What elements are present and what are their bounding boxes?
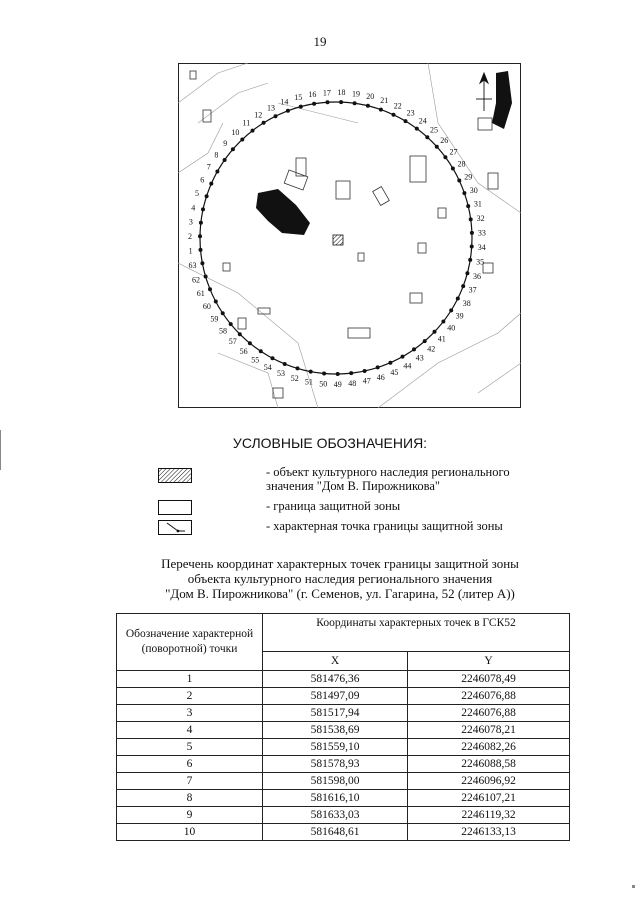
- point-label: 30: [469, 185, 478, 195]
- point-label: 62: [192, 275, 200, 285]
- boundary-point: [240, 138, 244, 142]
- cell-x: 581538,69: [263, 722, 408, 739]
- point-label: 27: [449, 147, 458, 157]
- cell-x: 581633,03: [263, 807, 408, 824]
- point-label: 13: [267, 103, 275, 113]
- point-label: 55: [251, 355, 260, 365]
- cell-y: 2246082,26: [408, 739, 570, 756]
- boundary-point: [229, 322, 233, 326]
- boundary-point: [461, 284, 465, 288]
- point-label: 26: [440, 136, 449, 145]
- boundary-point: [457, 179, 461, 183]
- header-y: Y: [408, 651, 570, 670]
- scan-dot: [632, 885, 635, 888]
- cell-x: 581648,61: [263, 824, 408, 841]
- boundary-point: [296, 366, 300, 370]
- point-label: 60: [202, 302, 211, 312]
- boundary-point: [309, 370, 313, 374]
- map-buildings: [190, 71, 498, 398]
- boundary-point: [198, 234, 202, 238]
- point-label: 9: [223, 138, 228, 148]
- point-label: 11: [242, 118, 251, 128]
- list-title-line-3: "Дом В. Пирожникова" (г. Семенов, ул. Гагарина, 52 (литер А)): [165, 586, 515, 601]
- boundary-point: [363, 369, 367, 373]
- point-label: 4: [191, 203, 196, 213]
- point-label: 8: [214, 150, 219, 160]
- table-row: [117, 671, 570, 688]
- boundary-point: [231, 147, 235, 151]
- boundary-point: [209, 182, 213, 186]
- boundary-point: [299, 105, 303, 109]
- boundary-point: [204, 275, 208, 279]
- boundary-point: [208, 287, 212, 291]
- boundary-point: [433, 330, 437, 334]
- legend-title: УСЛОВНЫЕ ОБОЗНАЧЕНИЯ:: [232, 435, 428, 451]
- cell-point: 10: [117, 824, 263, 841]
- boundary-point: [251, 129, 255, 133]
- point-label: 54: [263, 363, 272, 373]
- boundary-point: [223, 158, 227, 162]
- map-drawing: [178, 63, 521, 408]
- boundary-point: [449, 308, 453, 312]
- boundary-point: [238, 332, 242, 336]
- boundary-point: [283, 362, 287, 366]
- point-label: 49: [333, 380, 342, 389]
- boundary-point: [425, 135, 429, 139]
- cell-point: 9: [117, 807, 263, 824]
- list-title-line-1: Перечень координат характерных точек границы защитной зоны: [161, 556, 519, 571]
- boundary-point: [379, 108, 383, 112]
- point-label: 46: [376, 373, 385, 382]
- boundary-point: [415, 127, 419, 131]
- table-row: [117, 688, 570, 705]
- table-row: [117, 739, 570, 756]
- cell-point: 7: [117, 773, 263, 790]
- coordinates-table: [116, 613, 570, 841]
- legend-text-characteristic-point: - характерная точка границы защитной зоны: [266, 519, 503, 533]
- boundary-point: [392, 113, 396, 117]
- point-label: 29: [464, 172, 473, 182]
- point-label: 33: [477, 228, 486, 238]
- table-row: [117, 705, 570, 722]
- boundary-point: [336, 372, 340, 376]
- characteristic-point-icon: [158, 520, 192, 535]
- point-label: 51: [304, 377, 313, 387]
- point-label: 37: [468, 285, 477, 295]
- cell-x: 581559,10: [263, 739, 408, 756]
- boundary-point: [271, 356, 275, 360]
- table-row: [117, 790, 570, 807]
- point-label: 23: [406, 108, 415, 118]
- boundary-point: [470, 245, 474, 249]
- boundary-point: [259, 349, 263, 353]
- boundary-point: [441, 320, 445, 324]
- boundary-point: [435, 145, 439, 149]
- point-label: 45: [390, 367, 399, 377]
- site-map: [178, 63, 521, 408]
- table-row: [117, 824, 570, 841]
- boundary-point: [221, 311, 225, 315]
- cell-y: 2246107,21: [408, 790, 570, 807]
- cell-y: 2246078,21: [408, 722, 570, 739]
- point-label: 5: [195, 189, 199, 199]
- point-label: 24: [418, 116, 427, 126]
- cell-point: 3: [117, 705, 263, 722]
- point-label: 10: [231, 128, 240, 138]
- boundary-point: [412, 347, 416, 351]
- cell-x: 581616,10: [263, 790, 408, 807]
- cell-x: 581476,36: [263, 671, 408, 688]
- point-label: 53: [277, 369, 285, 379]
- page-number: 19: [313, 34, 327, 49]
- header-x: X: [263, 651, 408, 670]
- boundary-point: [404, 119, 408, 123]
- header-coordinates: Координаты характерных точек в ГСК52: [263, 614, 570, 652]
- cell-x: 581497,09: [263, 688, 408, 705]
- boundary-point: [353, 101, 357, 105]
- boundary-point: [388, 361, 392, 365]
- boundary-point: [262, 121, 266, 125]
- point-label: 12: [254, 110, 263, 120]
- cell-y: 2246088,58: [408, 756, 570, 773]
- point-label: 35: [476, 257, 485, 267]
- point-label: 58: [219, 326, 227, 336]
- table-row: [117, 807, 570, 824]
- boundary-point: [469, 217, 473, 221]
- map-frame: [179, 64, 521, 408]
- boundary-point: [322, 372, 326, 376]
- table-row: [117, 773, 570, 790]
- boundary-point: [199, 248, 203, 252]
- boundary-rect-icon: [158, 500, 192, 515]
- point-label: 20: [366, 92, 375, 102]
- cell-point: 8: [117, 790, 263, 807]
- cell-point: 4: [117, 722, 263, 739]
- header-point-name: Обозначение характерной (поворотной) точки: [117, 614, 263, 671]
- cell-y: 2246133,13: [408, 824, 570, 841]
- boundary-point: [200, 261, 204, 265]
- point-label: 3: [188, 217, 193, 227]
- north-arrow-icon: [476, 73, 492, 111]
- cell-point: 1: [117, 671, 263, 688]
- point-label: 21: [380, 96, 389, 106]
- scan-edge-mark: [0, 430, 1, 470]
- cell-point: 5: [117, 739, 263, 756]
- point-label: 1: [188, 246, 193, 256]
- point-label: 18: [337, 88, 346, 98]
- list-title-line-2: объекта культурного наследия регионального значения: [187, 571, 493, 586]
- boundary-point: [443, 155, 447, 159]
- boundary-point: [349, 371, 353, 375]
- boundary-point: [286, 109, 290, 113]
- boundary-point: [465, 271, 469, 275]
- table-row: [117, 756, 570, 773]
- point-label: 15: [294, 93, 303, 102]
- point-label: 25: [430, 125, 438, 135]
- point-label: 22: [393, 101, 402, 111]
- point-label: 48: [348, 379, 357, 389]
- cell-point: 2: [117, 688, 263, 705]
- point-label: 19: [352, 89, 360, 99]
- point-label: 16: [308, 89, 317, 99]
- point-label: 61: [196, 289, 205, 298]
- boundary-point: [201, 207, 205, 211]
- legend-text-boundary: - граница защитной зоны: [266, 499, 401, 513]
- boundary-point: [214, 300, 218, 304]
- point-label: 31: [473, 199, 482, 209]
- point-label: 34: [477, 243, 486, 253]
- boundary-point: [456, 297, 460, 301]
- point-label: 14: [280, 97, 289, 107]
- boundary-point: [470, 231, 474, 235]
- point-label: 63: [188, 261, 197, 271]
- coordinate-list-title: [120, 556, 560, 601]
- point-label: 57: [228, 337, 237, 347]
- boundary-point: [339, 100, 343, 104]
- point-label: 43: [415, 353, 424, 363]
- point-label: 40: [447, 323, 456, 333]
- point-label: 2: [188, 232, 192, 242]
- cell-x: 581578,93: [263, 756, 408, 773]
- heritage-object: [333, 235, 343, 245]
- point-label: 28: [457, 159, 466, 169]
- table-row: [117, 722, 570, 739]
- boundary-point: [312, 102, 316, 106]
- boundary-point: [326, 100, 330, 104]
- cell-x: 581598,00: [263, 773, 408, 790]
- cell-y: 2246096,92: [408, 773, 570, 790]
- boundary-point: [401, 355, 405, 359]
- cell-y: 2246076,88: [408, 688, 570, 705]
- boundary-point: [274, 114, 278, 118]
- boundary-point: [423, 339, 427, 343]
- point-label: 44: [403, 361, 412, 371]
- boundary-point: [199, 221, 203, 225]
- point-label: 6: [200, 175, 205, 185]
- point-label: 17: [322, 88, 331, 98]
- point-label: 56: [239, 347, 248, 356]
- map-background-lines: [178, 63, 521, 408]
- point-label: 50: [319, 379, 328, 389]
- point-label: 59: [210, 314, 219, 324]
- legend-text-heritage-object: - объект культурного наследия регионального значения "Дом В. Пирожникова": [266, 465, 510, 493]
- point-label: 42: [427, 344, 436, 354]
- boundary-point: [376, 365, 380, 369]
- cell-y: 2246076,88: [408, 705, 570, 722]
- boundary-point: [451, 167, 455, 171]
- point-label: 41: [437, 334, 446, 344]
- point-label: 47: [362, 376, 371, 386]
- cell-x: 581517,94: [263, 705, 408, 722]
- boundary-point: [468, 258, 472, 262]
- point-label: 39: [455, 311, 464, 321]
- cell-point: 6: [117, 756, 263, 773]
- hatched-rect-icon: [158, 468, 192, 483]
- boundary-point: [466, 204, 470, 208]
- point-label: 7: [206, 162, 211, 172]
- cell-y: 2246078,49: [408, 671, 570, 688]
- boundary-point: [215, 170, 219, 174]
- boundary-point: [248, 341, 252, 345]
- boundary-point: [366, 104, 370, 108]
- point-label: 32: [476, 214, 485, 223]
- boundary-point: [205, 194, 209, 198]
- point-label: 36: [473, 271, 481, 281]
- point-label: 52: [290, 374, 299, 383]
- cell-y: 2246119,32: [408, 807, 570, 824]
- point-label: 38: [462, 299, 471, 308]
- boundary-point: [462, 191, 466, 195]
